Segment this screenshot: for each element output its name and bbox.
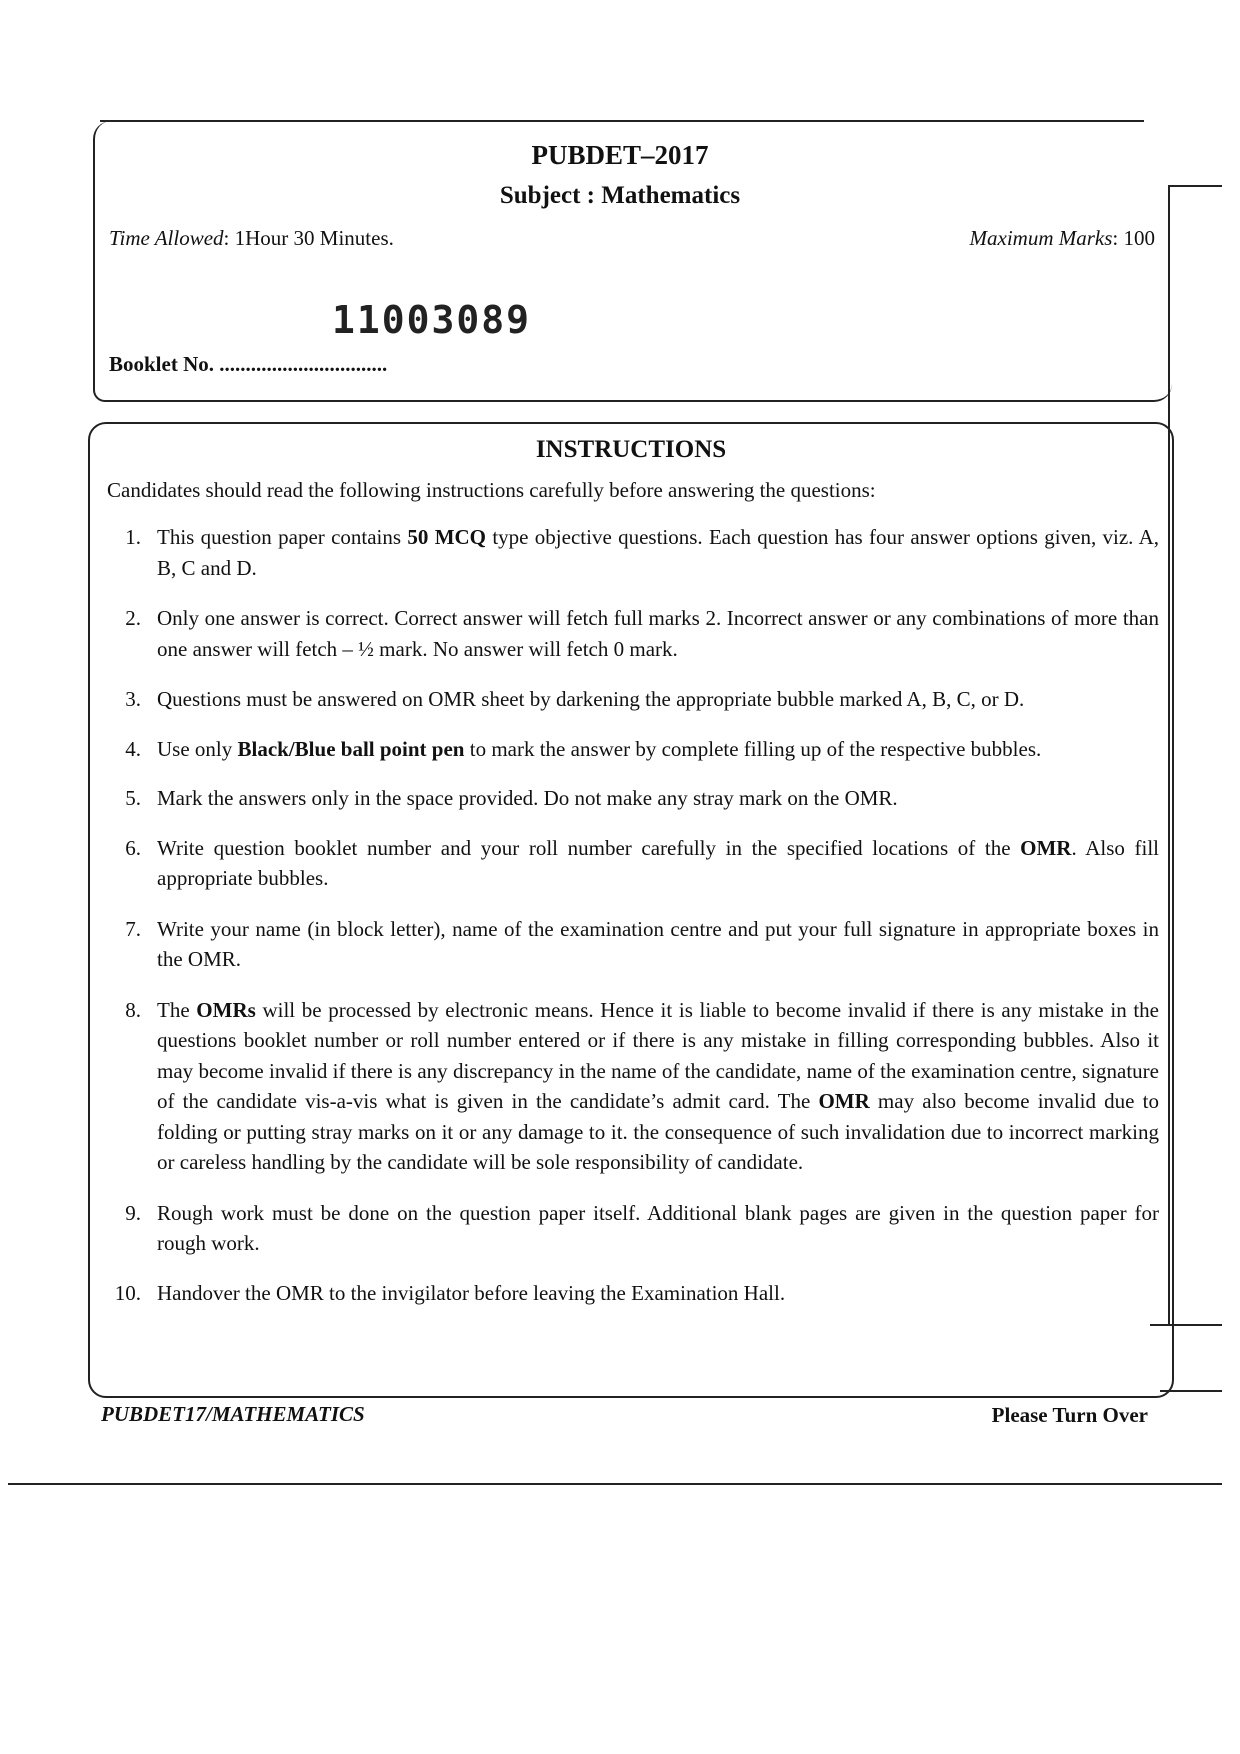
time-allowed-label: Time Allowed xyxy=(109,226,224,250)
maximum-marks-label: Maximum Marks xyxy=(969,226,1113,250)
instruction-number: 7. xyxy=(125,916,141,941)
instruction-number: 6. xyxy=(125,835,141,860)
instruction-number: 4. xyxy=(125,736,141,761)
instructions-list xyxy=(107,522,1159,1308)
maximum-marks-value: : 100 xyxy=(1112,226,1155,250)
instruction-item: 9. Rough work must be done on the question paper itself. Additional blank pages are given in the question paper for rough work. xyxy=(107,1198,1159,1259)
instruction-item: 8. The OMRs will be processed by electronic means. Hence it is liable to become invalid if there is any mistake in the questions booklet number or roll number entered or if there is any mistake in filling corresponding bubbles. Also it may become invalid if there is any discrepancy in the name of the candidate, name of the examination centre, signature of the candidate vis-a-vis what is given in the candidate’s admit card. The OMR may also become invalid due to folding or putting stray marks on it or any damage to it. the consequence of such invalidation due to incorrect marking or careless handling by the candidate will be sole responsibility of candidate. xyxy=(107,995,1159,1178)
footer-turn-over: Please Turn Over xyxy=(991,1403,1148,1427)
instruction-item: 1. This question paper contains 50 MCQ type objective questions. Each question has four answer options given, viz. A, B, C and D. xyxy=(107,522,1159,583)
time-allowed xyxy=(109,226,394,251)
footer-paper-code: PUBDET17/MATHEMATICS xyxy=(101,1402,365,1426)
instruction-item: 5. Mark the answers only in the space provided. Do not make any stray mark on the OMR. xyxy=(107,783,1159,814)
subject-line: Subject : Mathematics xyxy=(499,182,741,209)
maximum-marks xyxy=(970,226,1155,251)
instruction-number: 9. xyxy=(125,1200,141,1225)
instruction-item: 7. Write your name (in block letter), name of the examination centre and put your full signature in appropriate boxes in the OMR. xyxy=(107,914,1159,975)
instruction-number: 8. xyxy=(125,997,141,1022)
instruction-number: 3. xyxy=(125,687,141,711)
instruction-number: 2. xyxy=(125,606,141,630)
instruction-item: 4. Use only Black/Blue ball point pen to mark the answer by complete filling up of the respective bubbles. xyxy=(107,734,1159,765)
instruction-number: 1. xyxy=(125,525,141,549)
instruction-number: 5. xyxy=(125,786,141,810)
instruction-item: 10. Handover the OMR to the invigilator before leaving the Examination Hall. xyxy=(107,1278,1159,1309)
booklet-label: Booklet No. ................................ xyxy=(109,352,388,376)
instruction-number: 10. xyxy=(114,1280,141,1305)
instruction-item: 6. Write question booklet number and your roll number carefully in the specified locations of the OMR. Also fill appropriate bubbles. xyxy=(107,833,1159,894)
instructions-heading: INSTRUCTIONS xyxy=(535,436,727,463)
instructions-intro: Candidates should read the following instructions carefully before answering the questions: xyxy=(107,478,876,502)
bottom-rule xyxy=(8,1483,1222,1485)
time-allowed-value: : 1Hour 30 Minutes. xyxy=(223,226,394,250)
booklet-number-stamp: 11003089 xyxy=(332,298,532,342)
instruction-item: 2. Only one answer is correct. Correct answer will fetch full marks 2. Incorrect answer or any combinations of more than one answer will fetch – ½ mark. No answer will fetch 0 mark. xyxy=(107,603,1159,664)
exam-code: PUBDET–2017 xyxy=(531,140,709,170)
instruction-item: 3. Questions must be answered on OMR sheet by darkening the appropriate bubble marked A, B, C, or D. xyxy=(107,684,1159,715)
